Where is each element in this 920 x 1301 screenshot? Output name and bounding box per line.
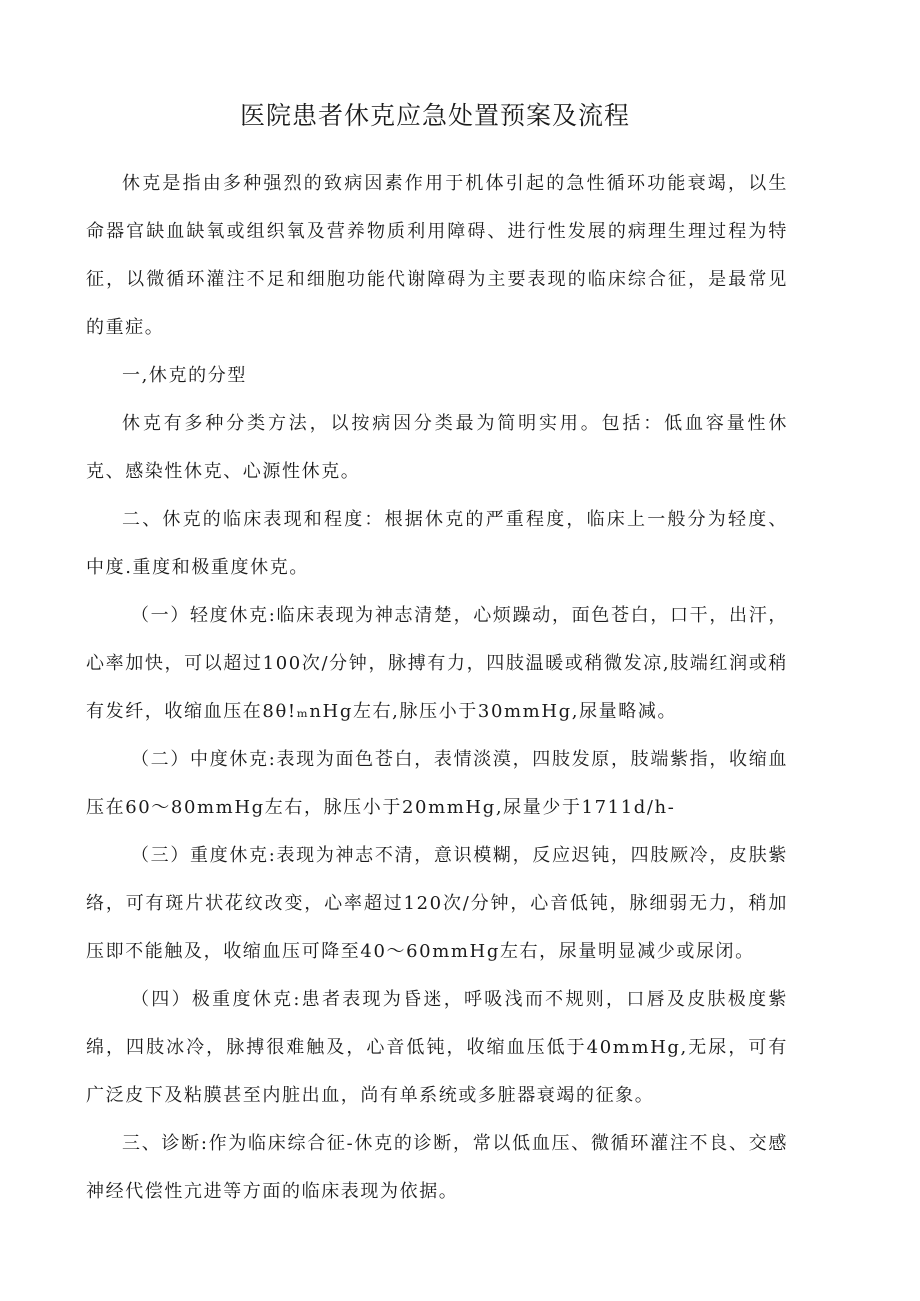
document-body <box>86 160 788 1216</box>
paragraph-intro: 休克是指由多种强烈的致病因素作用于机体引起的急性循环功能衰竭，以生命器官缺血缺氧或组织氧及营养物质利用障碍、进行性发展的病理生理过程为特征，以微循环灌注不足和细胞功能代谢障碍为主要表现的临床综合征，是最常见的重症。 <box>86 173 788 338</box>
document-title: 医院患者休克应急处置预案及流程 <box>239 101 630 130</box>
section-1-heading: 一,休克的分型 <box>122 365 247 386</box>
paragraph-shock-classification: 休克有多种分类方法，以按病因分类最为简明实用。包括：低血容量性休克、感染性休克、心源性休克。 <box>86 413 788 482</box>
paragraph-severe-shock: （三）重度休克:表现为神志不清，意识模糊，反应迟钝，四肢厥冷，皮肤紫络，可有斑片状花纹改变，心率超过120次/分钟，心音低钝，脉细弱无力，稍加压即不能触及，收缩血压可降至40～60mmHg左右，尿量明显减少或尿闭。 <box>86 845 788 962</box>
section-3-diagnosis: 三、诊断:作为临床综合征-休克的诊断，常以低血压、微循环灌注不良、交感神经代偿性亢进等方面的临床表现为依据。 <box>86 1133 788 1202</box>
section-2-heading: 二、休克的临床表现和程度：根据休克的严重程度，临床上一般分为轻度、中度.重度和极重度休克。 <box>86 509 788 578</box>
paragraph-moderate-shock: （二）中度休克:表现为面色苍白，表情淡漠，四肢发原，肢端紫指，收缩血压在60～80mmHg左右，脉压小于20mmHg,尿量少于1711d/h- <box>86 749 788 818</box>
paragraph-mild-shock: （一）轻度休克:临床表现为神志清楚，心烦躁动，面色苍白，口干，出汗，心率加快，可以超过100次/分钟，脉搏有力，四肢温暖或稍微发凉,肢端红润或稍有发纤，收缩血压在8θ!ₘnHg左右,脉压小于30mmHg,尿量略减。 <box>86 605 788 722</box>
paragraph-critical-shock: （四）极重度休克:患者表现为昏迷，呼吸浅而不规则，口唇及皮肤极度紫绵，四肢冰冷，脉搏很难触及，心音低钝，收缩血压低于40mmHg,无尿，可有广泛皮下及粘膜甚至内脏出血，尚有单系统或多脏器衰竭的征象。 <box>86 989 788 1106</box>
